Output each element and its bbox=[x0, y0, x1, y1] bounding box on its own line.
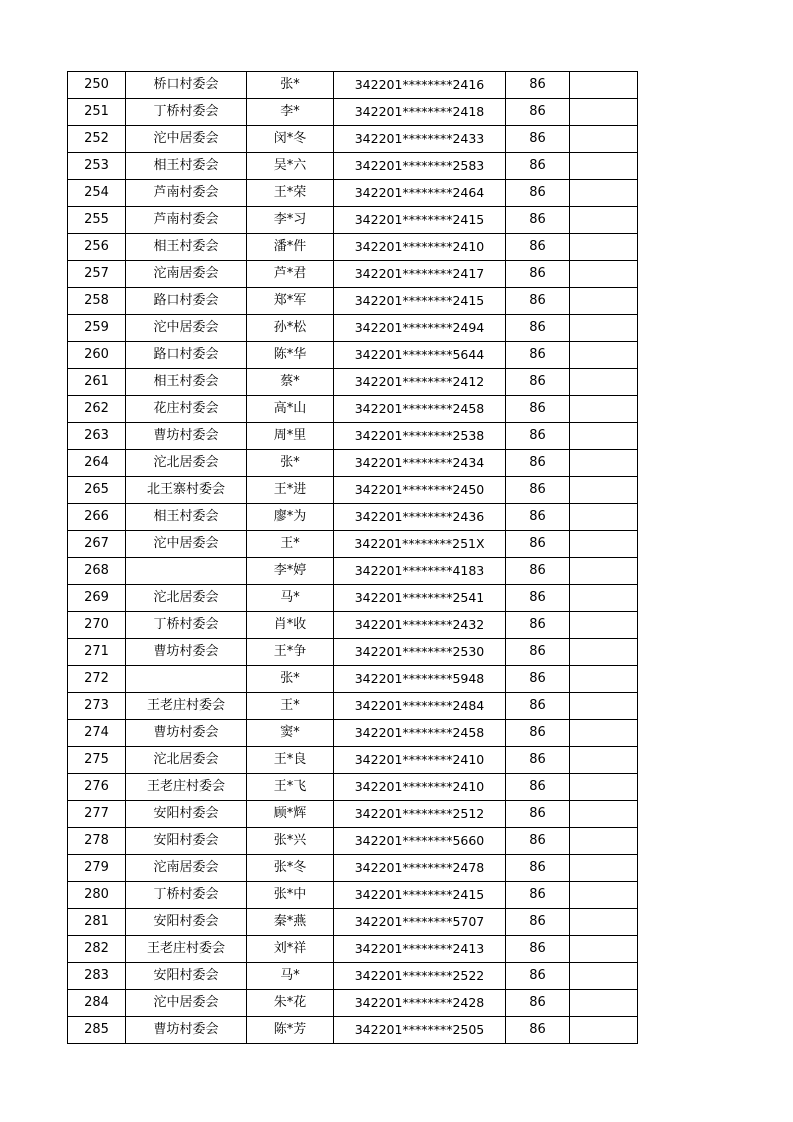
table-row bbox=[68, 504, 638, 531]
cell-number: 264 bbox=[68, 450, 126, 477]
cell-unit: 沱南居委会 bbox=[126, 261, 247, 288]
cell-id-number: 342201********2410 bbox=[334, 747, 506, 774]
cell-unit: 丁桥村委会 bbox=[126, 99, 247, 126]
cell-score: 86 bbox=[506, 504, 570, 531]
cell-number: 268 bbox=[68, 558, 126, 585]
cell-name: 芦*君 bbox=[247, 261, 334, 288]
cell-note bbox=[570, 342, 638, 369]
cell-note bbox=[570, 801, 638, 828]
cell-name: 郑*军 bbox=[247, 288, 334, 315]
cell-unit: 安阳村委会 bbox=[126, 801, 247, 828]
cell-note bbox=[570, 558, 638, 585]
cell-score: 86 bbox=[506, 72, 570, 99]
cell-name: 孙*松 bbox=[247, 315, 334, 342]
cell-score: 86 bbox=[506, 1017, 570, 1044]
cell-note bbox=[570, 720, 638, 747]
table-row bbox=[68, 693, 638, 720]
cell-note bbox=[570, 450, 638, 477]
cell-unit: 曹坊村委会 bbox=[126, 423, 247, 450]
cell-note bbox=[570, 1017, 638, 1044]
cell-name: 李*习 bbox=[247, 207, 334, 234]
cell-unit: 相王村委会 bbox=[126, 369, 247, 396]
cell-name: 潘*件 bbox=[247, 234, 334, 261]
cell-id-number: 342201********2494 bbox=[334, 315, 506, 342]
cell-id-number: 342201********5707 bbox=[334, 909, 506, 936]
cell-unit bbox=[126, 666, 247, 693]
cell-unit: 安阳村委会 bbox=[126, 909, 247, 936]
roster-table bbox=[67, 71, 638, 1044]
cell-number: 274 bbox=[68, 720, 126, 747]
table-row bbox=[68, 342, 638, 369]
cell-number: 262 bbox=[68, 396, 126, 423]
cell-unit: 相王村委会 bbox=[126, 504, 247, 531]
cell-number: 252 bbox=[68, 126, 126, 153]
cell-unit: 北王寨村委会 bbox=[126, 477, 247, 504]
cell-id-number: 342201********2538 bbox=[334, 423, 506, 450]
cell-unit: 相王村委会 bbox=[126, 234, 247, 261]
cell-number: 277 bbox=[68, 801, 126, 828]
cell-name: 张* bbox=[247, 666, 334, 693]
cell-number: 276 bbox=[68, 774, 126, 801]
cell-note bbox=[570, 288, 638, 315]
cell-score: 86 bbox=[506, 369, 570, 396]
cell-id-number: 342201********2522 bbox=[334, 963, 506, 990]
table-row bbox=[68, 1017, 638, 1044]
cell-note bbox=[570, 747, 638, 774]
cell-name: 张* bbox=[247, 450, 334, 477]
cell-score: 86 bbox=[506, 396, 570, 423]
cell-number: 282 bbox=[68, 936, 126, 963]
cell-name: 窦* bbox=[247, 720, 334, 747]
cell-number: 261 bbox=[68, 369, 126, 396]
table-row bbox=[68, 423, 638, 450]
cell-unit: 曹坊村委会 bbox=[126, 720, 247, 747]
cell-name: 蔡* bbox=[247, 369, 334, 396]
table-row bbox=[68, 396, 638, 423]
cell-note bbox=[570, 531, 638, 558]
cell-score: 86 bbox=[506, 720, 570, 747]
cell-id-number: 342201********2433 bbox=[334, 126, 506, 153]
cell-number: 257 bbox=[68, 261, 126, 288]
cell-score: 86 bbox=[506, 774, 570, 801]
cell-score: 86 bbox=[506, 558, 570, 585]
cell-score: 86 bbox=[506, 99, 570, 126]
table-row bbox=[68, 747, 638, 774]
cell-score: 86 bbox=[506, 639, 570, 666]
cell-number: 254 bbox=[68, 180, 126, 207]
table-row bbox=[68, 477, 638, 504]
table-row bbox=[68, 909, 638, 936]
cell-name: 张*冬 bbox=[247, 855, 334, 882]
cell-id-number: 342201********2415 bbox=[334, 207, 506, 234]
cell-unit: 沱中居委会 bbox=[126, 126, 247, 153]
cell-name: 李* bbox=[247, 99, 334, 126]
cell-score: 86 bbox=[506, 963, 570, 990]
cell-id-number: 342201********2415 bbox=[334, 882, 506, 909]
cell-unit: 王老庄村委会 bbox=[126, 774, 247, 801]
cell-note bbox=[570, 99, 638, 126]
cell-id-number: 342201********2417 bbox=[334, 261, 506, 288]
table-row bbox=[68, 126, 638, 153]
cell-id-number: 342201********4183 bbox=[334, 558, 506, 585]
cell-unit: 王老庄村委会 bbox=[126, 936, 247, 963]
cell-unit: 丁桥村委会 bbox=[126, 882, 247, 909]
cell-unit: 丁桥村委会 bbox=[126, 612, 247, 639]
cell-score: 86 bbox=[506, 234, 570, 261]
cell-id-number: 342201********2530 bbox=[334, 639, 506, 666]
cell-name: 顾*辉 bbox=[247, 801, 334, 828]
cell-name: 陈*华 bbox=[247, 342, 334, 369]
cell-note bbox=[570, 477, 638, 504]
cell-score: 86 bbox=[506, 909, 570, 936]
cell-score: 86 bbox=[506, 585, 570, 612]
cell-number: 258 bbox=[68, 288, 126, 315]
cell-note bbox=[570, 423, 638, 450]
cell-score: 86 bbox=[506, 261, 570, 288]
cell-unit: 沱北居委会 bbox=[126, 747, 247, 774]
cell-note bbox=[570, 936, 638, 963]
cell-number: 272 bbox=[68, 666, 126, 693]
cell-note bbox=[570, 693, 638, 720]
table-row bbox=[68, 261, 638, 288]
cell-name: 张*中 bbox=[247, 882, 334, 909]
cell-unit: 花庄村委会 bbox=[126, 396, 247, 423]
table-row bbox=[68, 882, 638, 909]
cell-number: 284 bbox=[68, 990, 126, 1017]
cell-id-number: 342201********2416 bbox=[334, 72, 506, 99]
cell-name: 马* bbox=[247, 963, 334, 990]
cell-name: 王*争 bbox=[247, 639, 334, 666]
cell-name: 王* bbox=[247, 531, 334, 558]
cell-note bbox=[570, 369, 638, 396]
cell-id-number: 342201********2428 bbox=[334, 990, 506, 1017]
cell-score: 86 bbox=[506, 450, 570, 477]
cell-score: 86 bbox=[506, 288, 570, 315]
table-row bbox=[68, 612, 638, 639]
cell-name: 陈*芳 bbox=[247, 1017, 334, 1044]
cell-id-number: 342201********2413 bbox=[334, 936, 506, 963]
cell-number: 256 bbox=[68, 234, 126, 261]
cell-score: 86 bbox=[506, 207, 570, 234]
cell-id-number: 342201********2410 bbox=[334, 774, 506, 801]
cell-name: 张*兴 bbox=[247, 828, 334, 855]
cell-number: 255 bbox=[68, 207, 126, 234]
cell-id-number: 342201********2478 bbox=[334, 855, 506, 882]
cell-number: 266 bbox=[68, 504, 126, 531]
table-row bbox=[68, 666, 638, 693]
cell-score: 86 bbox=[506, 855, 570, 882]
cell-note bbox=[570, 774, 638, 801]
cell-unit: 沱北居委会 bbox=[126, 450, 247, 477]
cell-id-number: 342201********251X bbox=[334, 531, 506, 558]
cell-id-number: 342201********2505 bbox=[334, 1017, 506, 1044]
cell-score: 86 bbox=[506, 423, 570, 450]
cell-name: 朱*花 bbox=[247, 990, 334, 1017]
cell-note bbox=[570, 72, 638, 99]
cell-score: 86 bbox=[506, 153, 570, 180]
table-row bbox=[68, 801, 638, 828]
cell-number: 259 bbox=[68, 315, 126, 342]
cell-name: 王*飞 bbox=[247, 774, 334, 801]
cell-note bbox=[570, 180, 638, 207]
cell-name: 马* bbox=[247, 585, 334, 612]
table-row bbox=[68, 639, 638, 666]
cell-number: 283 bbox=[68, 963, 126, 990]
cell-name: 闵*冬 bbox=[247, 126, 334, 153]
cell-number: 253 bbox=[68, 153, 126, 180]
cell-unit: 芦南村委会 bbox=[126, 207, 247, 234]
cell-name: 王*良 bbox=[247, 747, 334, 774]
table-row bbox=[68, 153, 638, 180]
table-row bbox=[68, 990, 638, 1017]
cell-id-number: 342201********2512 bbox=[334, 801, 506, 828]
cell-note bbox=[570, 504, 638, 531]
cell-number: 270 bbox=[68, 612, 126, 639]
table-row bbox=[68, 288, 638, 315]
cell-score: 86 bbox=[506, 180, 570, 207]
cell-note bbox=[570, 639, 638, 666]
table-row bbox=[68, 72, 638, 99]
cell-number: 265 bbox=[68, 477, 126, 504]
cell-name: 廖*为 bbox=[247, 504, 334, 531]
cell-id-number: 342201********2484 bbox=[334, 693, 506, 720]
cell-score: 86 bbox=[506, 828, 570, 855]
cell-number: 285 bbox=[68, 1017, 126, 1044]
roster-table-body bbox=[68, 72, 638, 1044]
cell-score: 86 bbox=[506, 747, 570, 774]
table-row bbox=[68, 207, 638, 234]
cell-note bbox=[570, 207, 638, 234]
cell-note bbox=[570, 261, 638, 288]
cell-score: 86 bbox=[506, 477, 570, 504]
cell-name: 王*荣 bbox=[247, 180, 334, 207]
cell-score: 86 bbox=[506, 612, 570, 639]
cell-id-number: 342201********2458 bbox=[334, 720, 506, 747]
cell-note bbox=[570, 666, 638, 693]
cell-id-number: 342201********2541 bbox=[334, 585, 506, 612]
cell-name: 李*婷 bbox=[247, 558, 334, 585]
cell-score: 86 bbox=[506, 801, 570, 828]
cell-unit: 沱南居委会 bbox=[126, 855, 247, 882]
cell-number: 263 bbox=[68, 423, 126, 450]
cell-name: 王*进 bbox=[247, 477, 334, 504]
cell-number: 281 bbox=[68, 909, 126, 936]
cell-unit: 曹坊村委会 bbox=[126, 639, 247, 666]
table-row bbox=[68, 963, 638, 990]
cell-id-number: 342201********2415 bbox=[334, 288, 506, 315]
cell-number: 278 bbox=[68, 828, 126, 855]
cell-name: 周*里 bbox=[247, 423, 334, 450]
cell-id-number: 342201********2436 bbox=[334, 504, 506, 531]
cell-score: 86 bbox=[506, 882, 570, 909]
cell-unit: 相王村委会 bbox=[126, 153, 247, 180]
cell-id-number: 342201********5660 bbox=[334, 828, 506, 855]
cell-name: 王* bbox=[247, 693, 334, 720]
cell-name: 张* bbox=[247, 72, 334, 99]
table-row bbox=[68, 369, 638, 396]
cell-note bbox=[570, 909, 638, 936]
cell-name: 秦*燕 bbox=[247, 909, 334, 936]
cell-number: 260 bbox=[68, 342, 126, 369]
cell-unit bbox=[126, 558, 247, 585]
cell-score: 86 bbox=[506, 693, 570, 720]
table-row bbox=[68, 180, 638, 207]
cell-id-number: 342201********2432 bbox=[334, 612, 506, 639]
cell-note bbox=[570, 126, 638, 153]
table-row bbox=[68, 234, 638, 261]
table-row bbox=[68, 315, 638, 342]
cell-name: 吴*六 bbox=[247, 153, 334, 180]
table-row bbox=[68, 585, 638, 612]
cell-score: 86 bbox=[506, 936, 570, 963]
table-row bbox=[68, 936, 638, 963]
cell-note bbox=[570, 963, 638, 990]
cell-number: 269 bbox=[68, 585, 126, 612]
cell-score: 86 bbox=[506, 126, 570, 153]
cell-id-number: 342201********2450 bbox=[334, 477, 506, 504]
cell-number: 273 bbox=[68, 693, 126, 720]
cell-id-number: 342201********2458 bbox=[334, 396, 506, 423]
table-row bbox=[68, 855, 638, 882]
cell-note bbox=[570, 990, 638, 1017]
table-row bbox=[68, 99, 638, 126]
cell-id-number: 342201********2434 bbox=[334, 450, 506, 477]
cell-note bbox=[570, 153, 638, 180]
cell-id-number: 342201********5948 bbox=[334, 666, 506, 693]
cell-score: 86 bbox=[506, 342, 570, 369]
cell-score: 86 bbox=[506, 315, 570, 342]
cell-note bbox=[570, 234, 638, 261]
cell-unit: 沱北居委会 bbox=[126, 585, 247, 612]
cell-note bbox=[570, 828, 638, 855]
cell-note bbox=[570, 855, 638, 882]
cell-id-number: 342201********2410 bbox=[334, 234, 506, 261]
cell-number: 280 bbox=[68, 882, 126, 909]
cell-unit: 安阳村委会 bbox=[126, 963, 247, 990]
cell-score: 86 bbox=[506, 531, 570, 558]
cell-name: 高*山 bbox=[247, 396, 334, 423]
cell-number: 267 bbox=[68, 531, 126, 558]
table-row bbox=[68, 720, 638, 747]
cell-unit: 沱中居委会 bbox=[126, 531, 247, 558]
cell-unit: 桥口村委会 bbox=[126, 72, 247, 99]
cell-note bbox=[570, 315, 638, 342]
cell-number: 275 bbox=[68, 747, 126, 774]
cell-number: 279 bbox=[68, 855, 126, 882]
cell-number: 271 bbox=[68, 639, 126, 666]
table-row bbox=[68, 531, 638, 558]
cell-id-number: 342201********2412 bbox=[334, 369, 506, 396]
cell-unit: 沱中居委会 bbox=[126, 990, 247, 1017]
cell-id-number: 342201********2464 bbox=[334, 180, 506, 207]
cell-unit: 王老庄村委会 bbox=[126, 693, 247, 720]
cell-score: 86 bbox=[506, 990, 570, 1017]
table-row bbox=[68, 774, 638, 801]
cell-note bbox=[570, 612, 638, 639]
table-row bbox=[68, 450, 638, 477]
cell-number: 250 bbox=[68, 72, 126, 99]
cell-score: 86 bbox=[506, 666, 570, 693]
cell-name: 刘*祥 bbox=[247, 936, 334, 963]
cell-number: 251 bbox=[68, 99, 126, 126]
cell-name: 肖*收 bbox=[247, 612, 334, 639]
table-row bbox=[68, 558, 638, 585]
cell-unit: 安阳村委会 bbox=[126, 828, 247, 855]
cell-note bbox=[570, 396, 638, 423]
cell-id-number: 342201********5644 bbox=[334, 342, 506, 369]
cell-note bbox=[570, 882, 638, 909]
cell-id-number: 342201********2583 bbox=[334, 153, 506, 180]
cell-note bbox=[570, 585, 638, 612]
table-row bbox=[68, 828, 638, 855]
cell-unit: 沱中居委会 bbox=[126, 315, 247, 342]
cell-unit: 曹坊村委会 bbox=[126, 1017, 247, 1044]
cell-unit: 路口村委会 bbox=[126, 288, 247, 315]
cell-unit: 芦南村委会 bbox=[126, 180, 247, 207]
cell-unit: 路口村委会 bbox=[126, 342, 247, 369]
cell-id-number: 342201********2418 bbox=[334, 99, 506, 126]
